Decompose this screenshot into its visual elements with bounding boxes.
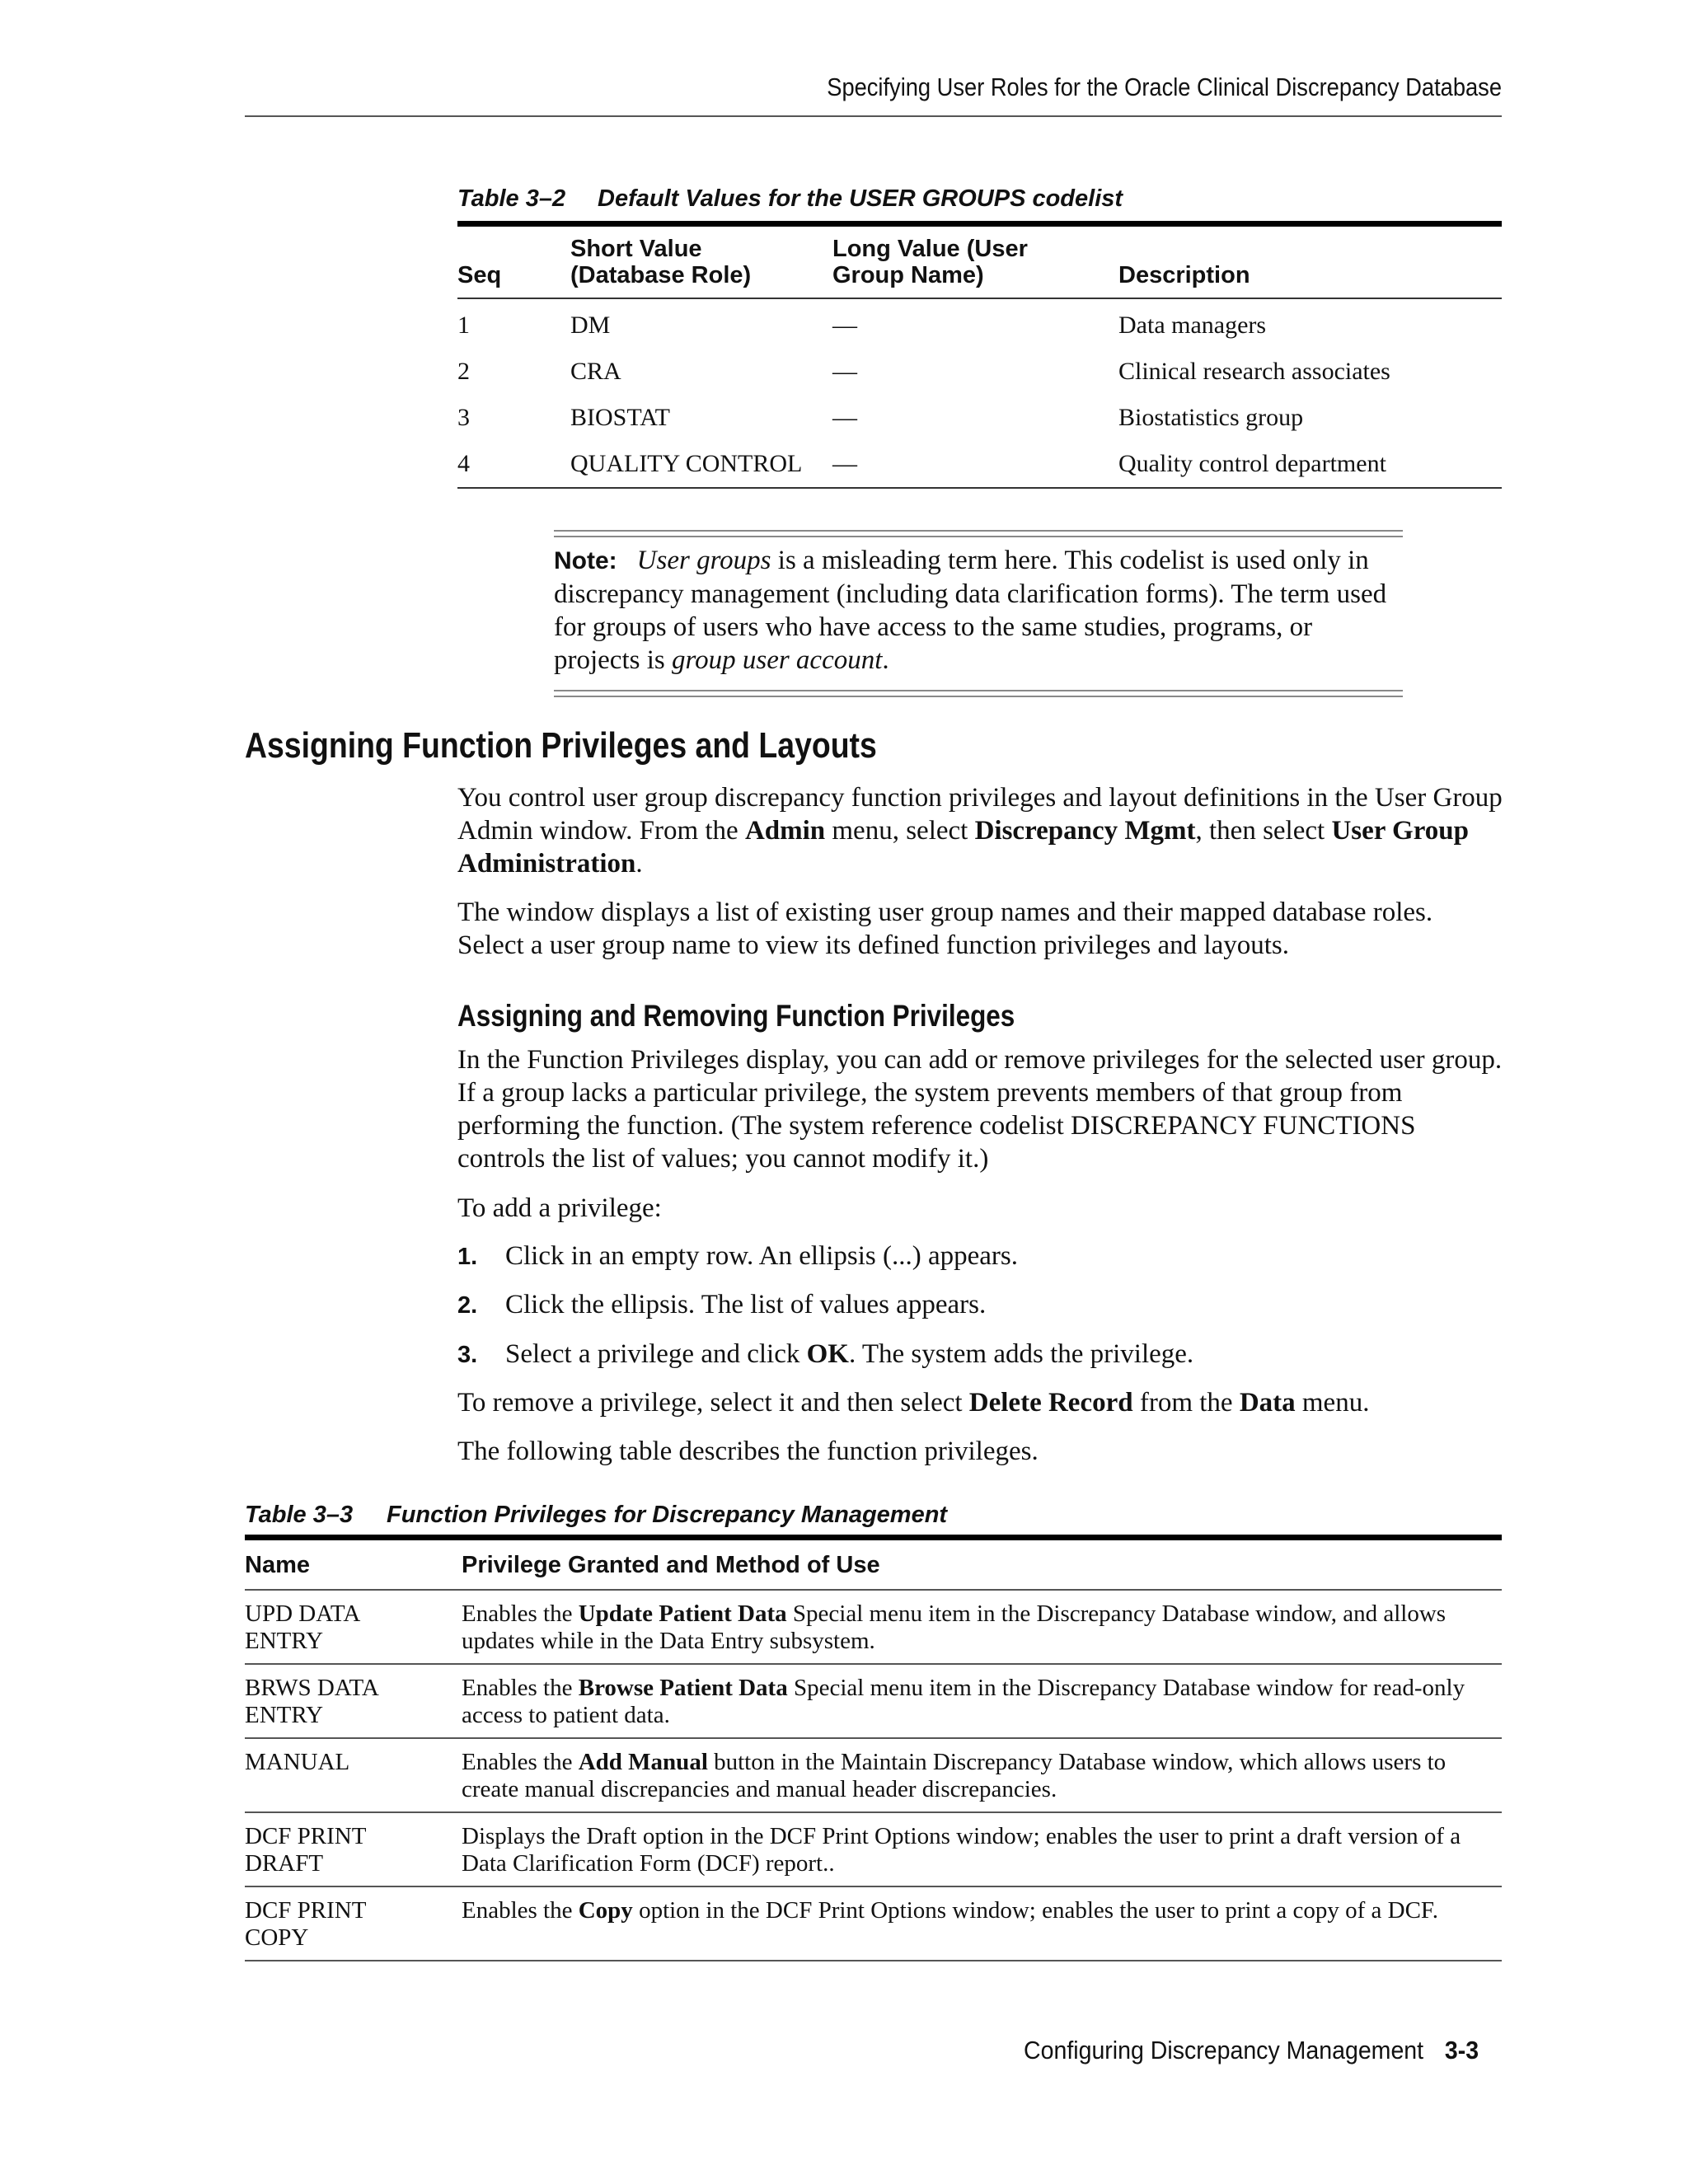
- step-text: Click in an empty row. An ellipsis (...) appears.: [505, 1241, 1018, 1271]
- subsection-heading: Assigning and Removing Function Privileges: [457, 999, 1015, 1033]
- list-item: [457, 1338, 1193, 1371]
- paragraph: [457, 1386, 1504, 1419]
- button-name: OK: [806, 1339, 849, 1369]
- cell-privilege: [462, 1738, 1502, 1812]
- paragraph: The following table describes the function privileges.: [457, 1436, 1039, 1466]
- table-header-row: [457, 224, 1502, 298]
- menu-item-name: Delete Record: [968, 1388, 1133, 1418]
- cell-seq: 2: [457, 357, 470, 385]
- text: option in the DCF Print Options window; enables the user to print a copy of a DCF.: [632, 1897, 1438, 1924]
- cell-privilege: [462, 1590, 1502, 1664]
- name-line: COPY: [245, 1924, 309, 1951]
- step-number: 3.: [457, 1342, 478, 1368]
- cell-short-value: BIOSTAT: [570, 403, 670, 431]
- table-header-row: [245, 1538, 1502, 1591]
- name-line: BRWS DATA: [245, 1675, 379, 1701]
- footer-chapter: Configuring Discrepancy Management: [1024, 2036, 1424, 2064]
- text: Enables the: [462, 1749, 579, 1775]
- col-header-long-value: [832, 224, 1118, 298]
- user-groups-table: [457, 221, 1502, 489]
- col-header-seq: Seq: [457, 261, 502, 288]
- table-row: [245, 1664, 1502, 1738]
- note-rule-top: [554, 530, 1403, 537]
- note-term: User groups: [636, 546, 771, 575]
- table-caption: [457, 185, 1123, 213]
- note-text: .: [882, 645, 889, 675]
- header-line: Short Value: [570, 236, 702, 262]
- table-number: Table 3–3: [245, 1502, 354, 1528]
- cell-seq: 3: [457, 403, 470, 431]
- cell-name: [245, 1590, 462, 1664]
- section-heading: Assigning Function Privileges and Layouts: [245, 725, 877, 766]
- text: , then select: [1195, 816, 1332, 846]
- note-box: [554, 544, 1403, 677]
- paragraph: The window displays a list of existing user group names and their mapped database roles. Select a user group name to view its defined function privileges and layouts.: [457, 898, 1433, 960]
- menu-name: Discrepancy Mgmt: [974, 816, 1196, 846]
- cell-description: Biostatistics group: [1118, 403, 1304, 431]
- col-header-privilege: Privilege Granted and Method of Use: [462, 1552, 880, 1578]
- cell-seq: 4: [457, 449, 470, 477]
- page-number: 3-3: [1444, 2036, 1479, 2064]
- cell-name: [245, 1664, 462, 1738]
- menu-item-name: Update Patient Data: [578, 1601, 787, 1627]
- text: .: [635, 849, 643, 879]
- menu-name: Admin: [744, 816, 826, 846]
- cell-description: Quality control department: [1118, 449, 1386, 477]
- function-privileges-table: [245, 1535, 1502, 1961]
- paragraph: To add a privilege:: [457, 1193, 662, 1223]
- cell-description: Data managers: [1118, 311, 1267, 339]
- table-caption: [245, 1502, 947, 1529]
- name-line: MANUAL: [245, 1749, 350, 1775]
- note-rule-bottom: [554, 690, 1403, 697]
- menu-name: Data: [1239, 1388, 1296, 1418]
- step-text: Click the ellipsis. The list of values appears.: [505, 1290, 987, 1319]
- text: Displays the Draft option in the DCF Print Options window; enables the user to print a draft version of a Data Clarification Form (DCF) report..: [462, 1823, 1461, 1877]
- cell-name: [245, 1812, 462, 1886]
- cell-name: [245, 1886, 462, 1961]
- text: Enables the: [462, 1675, 579, 1701]
- text: To remove a privilege, select it and then select: [457, 1388, 969, 1418]
- button-name: Add Manual: [578, 1749, 708, 1775]
- note-term: group user account: [671, 645, 883, 675]
- paragraph: [457, 781, 1504, 880]
- text: button in the Maintain Discrepancy Database window, which allows users to create manual discrepancies and manual header discrepancies.: [462, 1749, 1447, 1802]
- table-row: [245, 1812, 1502, 1886]
- name-line: DCF PRINT: [245, 1823, 367, 1849]
- cell-short-value: DM: [570, 311, 611, 339]
- text: menu.: [1295, 1388, 1370, 1418]
- text: Special menu item in the Discrepancy Database window for read-only access to patient data.: [462, 1675, 1465, 1728]
- running-header: Specifying User Roles for the Oracle Clinical Discrepancy Database: [827, 73, 1502, 101]
- col-header-short-value: [570, 224, 832, 298]
- table-row: [457, 349, 1502, 395]
- menu-item-name: Browse Patient Data: [578, 1675, 788, 1701]
- header-rule: [245, 115, 1502, 117]
- table-row: [457, 298, 1502, 349]
- col-header-name: Name: [245, 1552, 310, 1578]
- step-text: . The system adds the privilege.: [848, 1339, 1194, 1369]
- list-item: [457, 1240, 1018, 1273]
- step-text: Select a privilege and click: [505, 1339, 807, 1369]
- name-line: DCF PRINT: [245, 1897, 367, 1924]
- name-line: DRAFT: [245, 1850, 324, 1877]
- cell-privilege: [462, 1886, 1502, 1961]
- table-row: [457, 395, 1502, 441]
- cell-long-value: —: [832, 357, 857, 385]
- cell-privilege: [462, 1664, 1502, 1738]
- header-line: Group Name): [832, 261, 984, 288]
- col-header-description: Description: [1118, 261, 1250, 288]
- table-row: [245, 1886, 1502, 1961]
- page-footer: [1024, 2036, 1479, 2065]
- table-row: [245, 1738, 1502, 1812]
- name-line: ENTRY: [245, 1628, 324, 1654]
- table-row: [245, 1590, 1502, 1664]
- cell-long-value: —: [832, 403, 857, 431]
- table-title: Function Privileges for Discrepancy Management: [387, 1502, 948, 1528]
- cell-name: [245, 1738, 462, 1812]
- step-number: 2.: [457, 1292, 478, 1319]
- text: from the: [1132, 1388, 1240, 1418]
- text: Enables the: [462, 1897, 579, 1924]
- list-item: [457, 1288, 986, 1322]
- header-line: (Database Role): [570, 261, 752, 288]
- paragraph: In the Function Privileges display, you can add or remove privileges for the selected user group. If a group lacks a particular privilege, the system prevents members of that group from performing the function. (The system reference codelist DISCREPANCY FUNCTIONS controls the list of values; you cannot modify it.): [457, 1045, 1503, 1174]
- cell-long-value: —: [832, 449, 857, 477]
- table-number: Table 3–2: [457, 185, 566, 212]
- cell-long-value: —: [832, 311, 857, 339]
- cell-privilege: [462, 1812, 1502, 1886]
- text: You control user group discrepancy function privileges and layout definitions in the User Group Admin window. From the: [457, 783, 1503, 846]
- text: menu, select: [825, 816, 975, 846]
- step-number: 1.: [457, 1244, 478, 1270]
- cell-short-value: QUALITY CONTROL: [570, 449, 803, 477]
- option-name: Copy: [578, 1897, 633, 1924]
- table-title: Default Values for the USER GROUPS codelist: [598, 185, 1123, 212]
- menu-name: User Group Administration: [457, 816, 1469, 879]
- text: Enables the: [462, 1601, 579, 1627]
- cell-description: Clinical research associates: [1118, 357, 1390, 385]
- table-row: [457, 441, 1502, 488]
- text: Special menu item in the Discrepancy Database window, and allows updates while in the Data Entry subsystem.: [462, 1601, 1447, 1654]
- name-line: UPD DATA: [245, 1601, 361, 1627]
- cell-seq: 1: [457, 311, 470, 339]
- note-text: is a misleading term here. This codelist is used only in discrepancy management (including data clarification forms). The term used for groups of users who have access to the same studies, programs, or projects is: [554, 546, 1387, 675]
- name-line: ENTRY: [245, 1702, 324, 1728]
- cell-short-value: CRA: [570, 357, 621, 385]
- header-line: Long Value (User: [832, 236, 1028, 262]
- note-label: Note:: [554, 547, 617, 574]
